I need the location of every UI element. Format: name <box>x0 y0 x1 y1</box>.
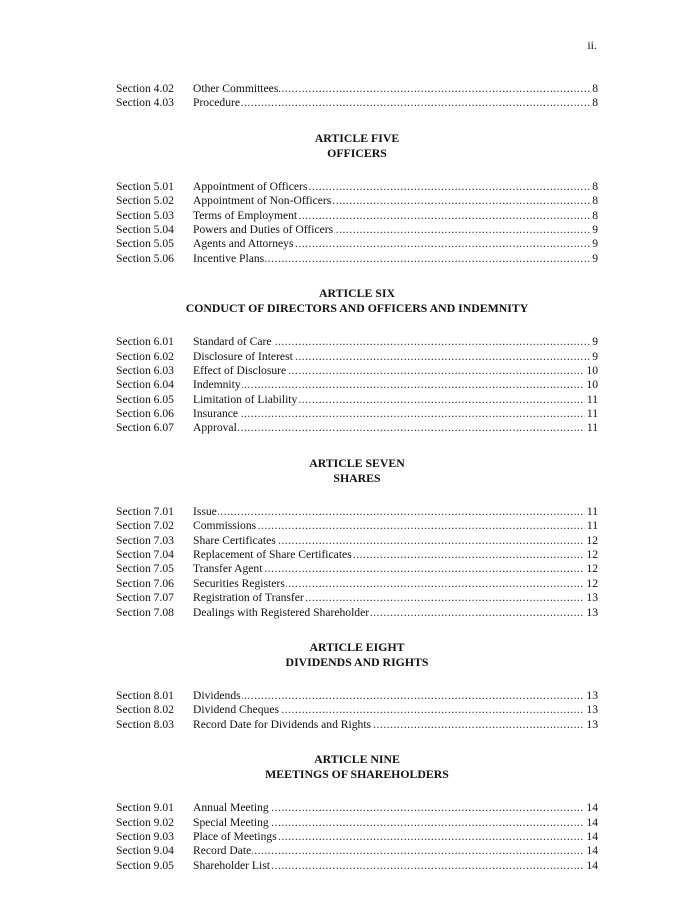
toc-entry[interactable] <box>116 591 598 605</box>
section-title: Transfer Agent <box>193 562 263 576</box>
section-title: Dividends <box>193 688 241 702</box>
section-number: Section 6.04 <box>116 378 174 392</box>
toc-entry[interactable] <box>116 194 598 208</box>
section-title: Powers and Duties of Officers <box>193 222 334 236</box>
section-number: Section 7.07 <box>116 591 174 605</box>
table-of-contents <box>116 82 598 873</box>
toc-entry[interactable] <box>116 519 598 533</box>
section-number: Section 7.08 <box>116 605 174 619</box>
section-number: Section 9.05 <box>116 858 174 872</box>
section-title-leader <box>193 378 584 392</box>
page-reference: 8 <box>592 194 598 208</box>
article-heading <box>116 456 598 486</box>
section-title-leader <box>193 816 584 830</box>
page-number: ii. <box>587 38 597 52</box>
page-reference: 13 <box>586 717 598 731</box>
toc-entry[interactable] <box>116 378 598 392</box>
toc-entry[interactable] <box>116 703 598 717</box>
section-title: Dealings with Registered Shareholder <box>193 605 370 619</box>
section-title: Appointment of Non-Officers <box>193 194 332 208</box>
toc-entry[interactable] <box>116 816 598 830</box>
article-sections <box>116 801 598 873</box>
section-title-leader <box>193 393 585 407</box>
section-number: Section 5.01 <box>116 179 174 193</box>
section-title: Special Meeting <box>193 815 269 829</box>
toc-entry[interactable] <box>116 577 598 591</box>
toc-entry[interactable] <box>116 237 598 251</box>
article-number: ARTICLE EIGHT <box>309 639 405 654</box>
toc-entry[interactable] <box>116 562 598 576</box>
section-title-leader <box>193 364 584 378</box>
section-title: Standard of Care <box>193 335 272 349</box>
section-title-leader <box>193 859 584 873</box>
toc-entry[interactable] <box>116 718 598 732</box>
page-reference: 8 <box>592 179 598 193</box>
page-reference: 13 <box>586 703 598 717</box>
page-reference: 9 <box>592 237 598 251</box>
section-number: Section 9.01 <box>116 801 174 815</box>
section-title-leader <box>193 519 585 533</box>
article-heading <box>116 640 598 670</box>
page-reference: 12 <box>586 533 598 547</box>
toc-entry[interactable] <box>116 223 598 237</box>
section-title: Share Certificates <box>193 533 276 547</box>
section-number: Section 5.03 <box>116 208 174 222</box>
section-title-leader <box>193 591 584 605</box>
article-number: ARTICLE NINE <box>314 752 400 767</box>
section-number: Section 6.07 <box>116 421 174 435</box>
article-sections <box>116 335 598 436</box>
toc-entry[interactable] <box>116 335 598 349</box>
section-number: Section 7.05 <box>116 562 174 576</box>
toc-entry[interactable] <box>116 606 598 620</box>
section-number: Section 8.01 <box>116 688 174 702</box>
page-reference: 14 <box>586 844 598 858</box>
section-number: Section 7.02 <box>116 519 174 533</box>
toc-entry[interactable] <box>116 82 598 96</box>
section-number: Section 5.04 <box>116 222 174 236</box>
section-title-leader <box>193 180 590 194</box>
section-title: Appointment of Officers <box>193 179 308 193</box>
section-title: Disclosure of Interest <box>193 349 293 363</box>
section-number: Section 9.02 <box>116 815 174 829</box>
section-title: Replacement of Share Certificates <box>193 548 352 562</box>
section-number: Section 6.01 <box>116 335 174 349</box>
page-reference: 13 <box>586 605 598 619</box>
section-number: Section 6.03 <box>116 363 174 377</box>
section-title-leader <box>193 335 590 349</box>
section-title: Other Committees <box>193 82 279 95</box>
section-title: Shareholder List <box>193 858 270 872</box>
section-title: Incentive Plans <box>193 251 265 265</box>
section-title-leader <box>193 350 590 364</box>
section-title-leader <box>193 223 590 237</box>
page-reference: 8 <box>592 82 598 95</box>
section-title-leader <box>193 252 590 266</box>
section-number: Section 6.05 <box>116 392 174 406</box>
toc-entry[interactable] <box>116 505 598 519</box>
section-title: Effect of Disclosure <box>193 363 287 377</box>
section-title-leader <box>193 548 584 562</box>
section-title: Record Date for Dividends and Rights <box>193 717 372 731</box>
section-title-leader <box>193 194 590 208</box>
section-number: Section 5.05 <box>116 237 174 251</box>
section-number: Section 5.06 <box>116 251 174 265</box>
toc-entry[interactable] <box>116 844 598 858</box>
article-sections <box>116 505 598 620</box>
toc-entry[interactable] <box>116 180 598 194</box>
page-reference: 9 <box>592 349 598 363</box>
section-title: Issue <box>193 504 217 518</box>
articles <box>116 131 598 873</box>
section-title-leader <box>193 82 590 96</box>
article-sections <box>116 180 598 266</box>
section-title-leader <box>193 830 584 844</box>
section-title-leader <box>193 407 585 421</box>
article-title: MEETINGS OF SHAREHOLDERS <box>265 767 449 782</box>
page-reference: 8 <box>592 96 598 110</box>
section-number: Section 7.03 <box>116 533 174 547</box>
section-number: Section 4.03 <box>116 96 174 110</box>
section-title-leader <box>193 562 584 576</box>
toc-entry[interactable] <box>116 859 598 873</box>
page-reference: 11 <box>586 519 598 533</box>
page-reference: 12 <box>586 576 598 590</box>
article-title: CONDUCT OF DIRECTORS AND OFFICERS AND INDEMNITY <box>185 301 529 316</box>
section-title-leader <box>193 844 584 858</box>
section-number: Section 8.03 <box>116 717 174 731</box>
section-title-leader <box>193 718 584 732</box>
section-number: Section 9.03 <box>116 829 174 843</box>
section-title: Terms of Employment <box>193 208 298 222</box>
section-title-leader <box>193 96 590 110</box>
toc-entry[interactable] <box>116 96 598 110</box>
page-reference: 9 <box>592 335 598 349</box>
toc-entry[interactable] <box>116 209 598 223</box>
page-reference: 12 <box>586 562 598 576</box>
section-title-leader <box>193 606 584 620</box>
article-heading <box>116 131 598 161</box>
article-title: DIVIDENDS AND RIGHTS <box>285 654 429 669</box>
toc-entry[interactable] <box>116 252 598 266</box>
toc-entry[interactable] <box>116 801 598 815</box>
page-reference: 11 <box>586 392 598 406</box>
section-title-leader <box>193 703 584 717</box>
section-title: Procedure <box>193 96 240 110</box>
section-number: Section 6.06 <box>116 407 174 421</box>
article-number: ARTICLE SEVEN <box>309 455 405 470</box>
section-title-leader <box>193 237 590 251</box>
toc-entry[interactable] <box>116 364 598 378</box>
page-reference: 14 <box>586 815 598 829</box>
toc-entry[interactable] <box>116 350 598 364</box>
page-reference: 12 <box>586 548 598 562</box>
section-title: Indemnity <box>193 378 241 392</box>
toc-entry[interactable] <box>116 534 598 548</box>
page-reference: 11 <box>586 407 598 421</box>
article-number: ARTICLE FIVE <box>314 130 400 145</box>
page-reference: 14 <box>586 801 598 815</box>
page-reference: 11 <box>586 421 598 435</box>
section-number: Section 4.02 <box>116 82 174 95</box>
page-reference: 11 <box>586 504 598 518</box>
section-title-leader <box>193 577 584 591</box>
toc-entry[interactable] <box>116 407 598 421</box>
toc-entry[interactable] <box>116 393 598 407</box>
page-reference: 14 <box>586 829 598 843</box>
section-number: Section 7.01 <box>116 504 174 518</box>
page-reference: 13 <box>586 688 598 702</box>
section-title-leader <box>193 505 585 519</box>
section-title-leader <box>193 421 585 435</box>
section-title-leader <box>193 534 584 548</box>
toc-entry[interactable] <box>116 830 598 844</box>
page-reference: 10 <box>586 363 598 377</box>
article-title: OFFICERS <box>327 145 387 160</box>
section-number: Section 8.02 <box>116 703 174 717</box>
article-heading <box>116 752 598 782</box>
section-title-leader <box>193 801 584 815</box>
section-number: Section 9.04 <box>116 844 174 858</box>
section-title-leader <box>193 689 584 703</box>
section-title: Limitation of Liability <box>193 392 298 406</box>
article-heading <box>116 286 598 316</box>
section-number: Section 7.06 <box>116 576 174 590</box>
intro-sections <box>116 82 598 111</box>
section-title: Agents and Attorneys <box>193 237 294 251</box>
page-reference: 9 <box>592 222 598 236</box>
article-number: ARTICLE SIX <box>319 286 395 301</box>
section-title: Commissions <box>193 519 257 533</box>
page-reference: 14 <box>586 858 598 872</box>
section-title: Insurance <box>193 407 239 421</box>
section-title: Record Date <box>193 844 252 858</box>
article-title: SHARES <box>333 470 381 485</box>
section-title-leader <box>193 209 590 223</box>
section-number: Section 5.02 <box>116 194 174 208</box>
section-title: Securities Registers <box>193 576 285 590</box>
toc-entry[interactable] <box>116 689 598 703</box>
section-title: Annual Meeting <box>193 801 269 815</box>
page-reference: 8 <box>592 208 598 222</box>
page-reference: 9 <box>592 251 598 265</box>
page-reference: 10 <box>586 378 598 392</box>
toc-entry[interactable] <box>116 421 598 435</box>
section-title: Registration of Transfer <box>193 591 304 605</box>
section-title: Place of Meetings <box>193 829 277 843</box>
page-reference: 13 <box>586 591 598 605</box>
section-number: Section 7.04 <box>116 548 174 562</box>
section-title: Dividend Cheques <box>193 703 279 717</box>
toc-entry[interactable] <box>116 548 598 562</box>
section-title: Approval <box>193 421 237 435</box>
section-number: Section 6.02 <box>116 349 174 363</box>
article-sections <box>116 689 598 732</box>
